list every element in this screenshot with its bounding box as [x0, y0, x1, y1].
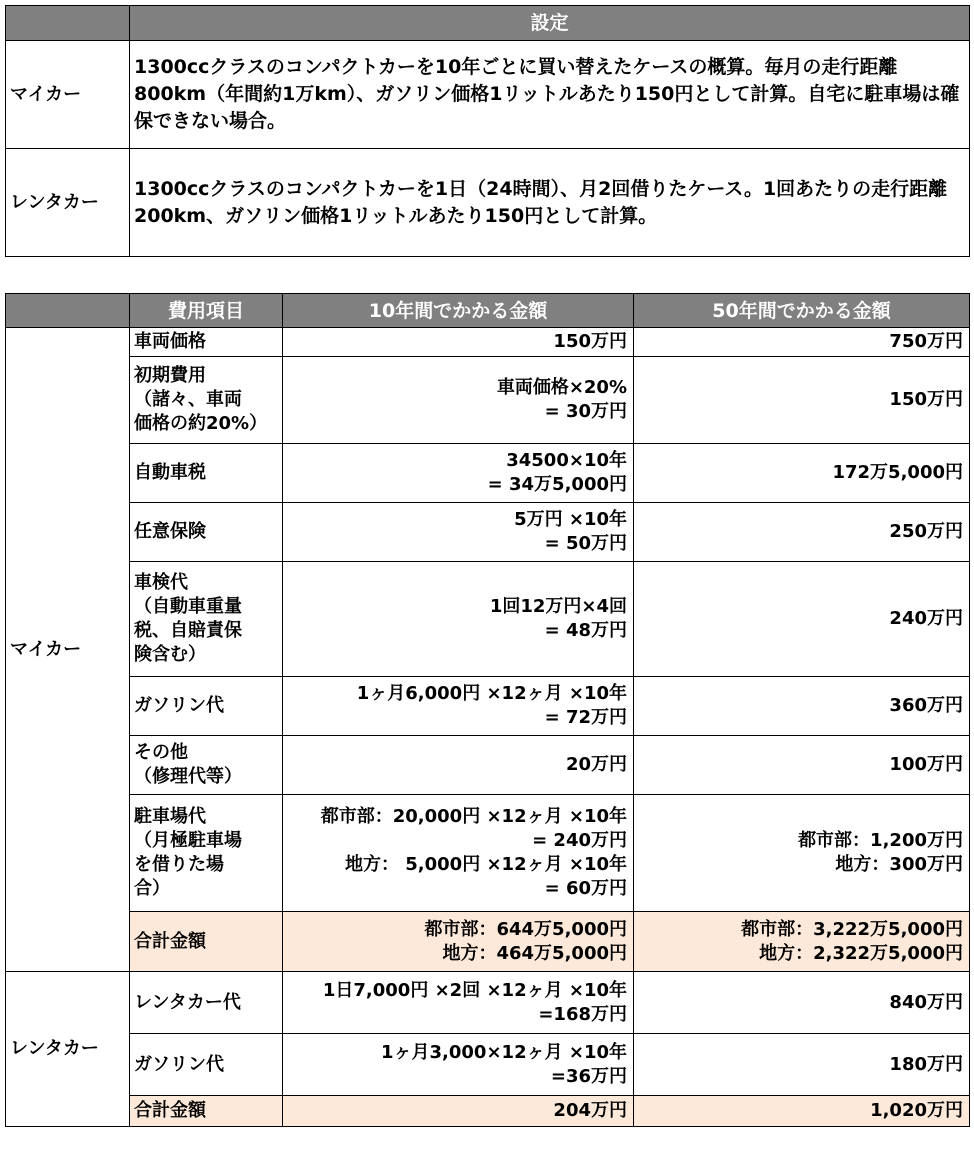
cell-line: = 72万円: [544, 707, 627, 728]
settings-description-mycar: 1300ccクラスのコンパクトカーを10年ごとに買い替えたケースの概算。毎月の走行距離800km（年間約1万km）、ガソリン価格1リットルあたり150円として計算。自宅に駐車場は確保できない場合。: [130, 41, 970, 149]
cell-line: 車両価格: [134, 331, 206, 352]
cell-line: 1ヶ月3,000×12ヶ月 ×10年: [381, 1041, 627, 1063]
cost-50-years: [634, 972, 970, 1034]
cell-line: 地方：2,322万5,000円: [759, 942, 963, 964]
cell-line: =36万円: [550, 1065, 627, 1087]
cost-item: [130, 972, 283, 1034]
cost-50-years: [634, 357, 970, 444]
category-rental: レンタカー: [6, 972, 130, 1127]
header-50-years: 50年間でかかる金額: [634, 294, 970, 328]
cost-item: [130, 1034, 283, 1096]
cell-line: 険含む）: [134, 644, 206, 665]
cost-10-years: [283, 503, 634, 562]
cell-line: 1,020万円: [870, 1100, 963, 1121]
cost-10-years: [283, 444, 634, 503]
cost-item: [130, 795, 283, 912]
cell-line: （自動車重量: [134, 596, 242, 617]
cell-line: 都市部：644万5,000円: [424, 918, 627, 940]
cell-line: 250万円: [889, 521, 963, 542]
cost-50-years: [634, 562, 970, 677]
total-10-years: [283, 912, 634, 972]
cell-line: 1日7,000円 ×2回 ×12ヶ月 ×10年: [322, 979, 627, 1001]
total-label: 合計金額: [130, 912, 283, 972]
category-mycar: マイカー: [6, 328, 130, 972]
total-row: [6, 1096, 970, 1127]
cell-line: 150万円: [553, 331, 627, 352]
cell-line: （諸々、車両: [134, 389, 242, 410]
cell-line: = 60万円: [544, 878, 627, 899]
cell-line: 100万円: [889, 754, 963, 775]
cost-item: [130, 736, 283, 795]
cost-10-years: [283, 1034, 634, 1096]
cost-10-years: [283, 795, 634, 912]
cell-line: 360万円: [889, 695, 963, 716]
cost-50-years: [634, 677, 970, 736]
cell-line: レンタカー代: [134, 991, 241, 1013]
cell-line: 1ヶ月6,000円 ×12ヶ月 ×10年: [356, 683, 627, 704]
cell-line: 5万円 ×10年: [514, 509, 627, 530]
cell-line: 地方：464万5,000円: [442, 942, 627, 964]
cell-line: 税、自賠責保: [134, 620, 242, 641]
cost-10-years: [283, 328, 634, 357]
cost-10-years: [283, 562, 634, 677]
cost-item: [130, 357, 283, 444]
cell-line: 初期費用: [134, 365, 206, 386]
total-50-years: [634, 1096, 970, 1127]
cell-line: 180万円: [889, 1053, 963, 1075]
settings-description-rental: 1300ccクラスのコンパクトカーを1日（24時間）、月2回借りたケース。1回あたりの走行距離200km、ガソリン価格1リットルあたり150円として計算。: [130, 149, 970, 257]
cell-line: 都市部：20,000円 ×12ヶ月 ×10年: [320, 806, 627, 827]
cell-line: =168万円: [538, 1003, 627, 1025]
cell-line: その他: [134, 742, 188, 763]
cell-line: 20万円: [565, 754, 627, 775]
cell-line: ガソリン代: [134, 1053, 224, 1075]
cost-item: [130, 562, 283, 677]
cost-50-years: [634, 795, 970, 912]
cell-line: （月極駐車場: [134, 830, 242, 851]
cell-line: 任意保険: [134, 521, 206, 542]
cell-line: 合）: [134, 878, 170, 899]
cell-line: = 50万円: [544, 533, 627, 554]
cost-table: [5, 293, 970, 1127]
cell-line: 1回12万円×4回: [489, 596, 627, 617]
cell-line: ガソリン代: [134, 695, 224, 716]
cell-line: 地方：300万円: [835, 854, 963, 875]
cost-50-years: [634, 736, 970, 795]
table-row: [6, 1034, 970, 1096]
cost-10-years: [283, 972, 634, 1034]
cell-line: 車両価格×20%: [496, 377, 627, 398]
settings-table: [5, 5, 970, 257]
table-row: [6, 444, 970, 503]
table-row: [6, 795, 970, 912]
header-10-years: 10年間でかかる金額: [283, 294, 634, 328]
cost-item: [130, 677, 283, 736]
table-row: [6, 562, 970, 677]
cell-line: 240万円: [889, 608, 963, 629]
table-row: [6, 677, 970, 736]
table-row: [6, 503, 970, 562]
settings-header: 設定: [130, 6, 970, 41]
cost-50-years: [634, 328, 970, 357]
cell-line: = 30万円: [544, 401, 627, 422]
total-50-years: [634, 912, 970, 972]
cost-item: [130, 503, 283, 562]
table-row: [6, 328, 970, 357]
cell-line: = 48万円: [544, 620, 627, 641]
cell-line: 750万円: [889, 331, 963, 352]
cost-header-blank: [6, 294, 130, 328]
cell-line: 840万円: [889, 991, 963, 1013]
cell-line: 172万5,000円: [832, 462, 963, 483]
cell-line: 都市部：1,200万円: [798, 830, 963, 851]
total-label: 合計金額: [130, 1096, 283, 1127]
table-row: [6, 736, 970, 795]
settings-category-rental: レンタカー: [6, 149, 130, 257]
cost-10-years: [283, 677, 634, 736]
cost-item: [130, 328, 283, 357]
cell-line: 地方： 5,000円 ×12ヶ月 ×10年: [345, 854, 627, 875]
cost-50-years: [634, 1034, 970, 1096]
cell-line: 自動車税: [134, 462, 206, 483]
cell-line: 150万円: [889, 389, 963, 410]
cost-50-years: [634, 444, 970, 503]
cost-10-years: [283, 736, 634, 795]
cell-line: = 240万円: [532, 830, 627, 851]
settings-header-blank: [6, 6, 130, 41]
total-10-years: [283, 1096, 634, 1127]
header-item: 費用項目: [130, 294, 283, 328]
cell-line: 34500×10年: [506, 450, 627, 471]
cell-line: = 34万5,000円: [487, 474, 627, 495]
cell-line: 都市部：3,222万5,000円: [741, 918, 963, 940]
total-row: [6, 912, 970, 972]
cell-line: 204万円: [553, 1100, 627, 1121]
cell-line: （修理代等）: [134, 766, 242, 787]
cell-line: 駐車場代: [134, 806, 206, 827]
table-row: [6, 972, 970, 1034]
cost-item: [130, 444, 283, 503]
cell-line: 価格の約20%）: [134, 413, 268, 434]
cost-10-years: [283, 357, 634, 444]
settings-category-mycar: マイカー: [6, 41, 130, 149]
cost-50-years: [634, 503, 970, 562]
cell-line: を借りた場: [134, 854, 224, 875]
table-row: [6, 357, 970, 444]
cell-line: 車検代: [134, 572, 188, 593]
